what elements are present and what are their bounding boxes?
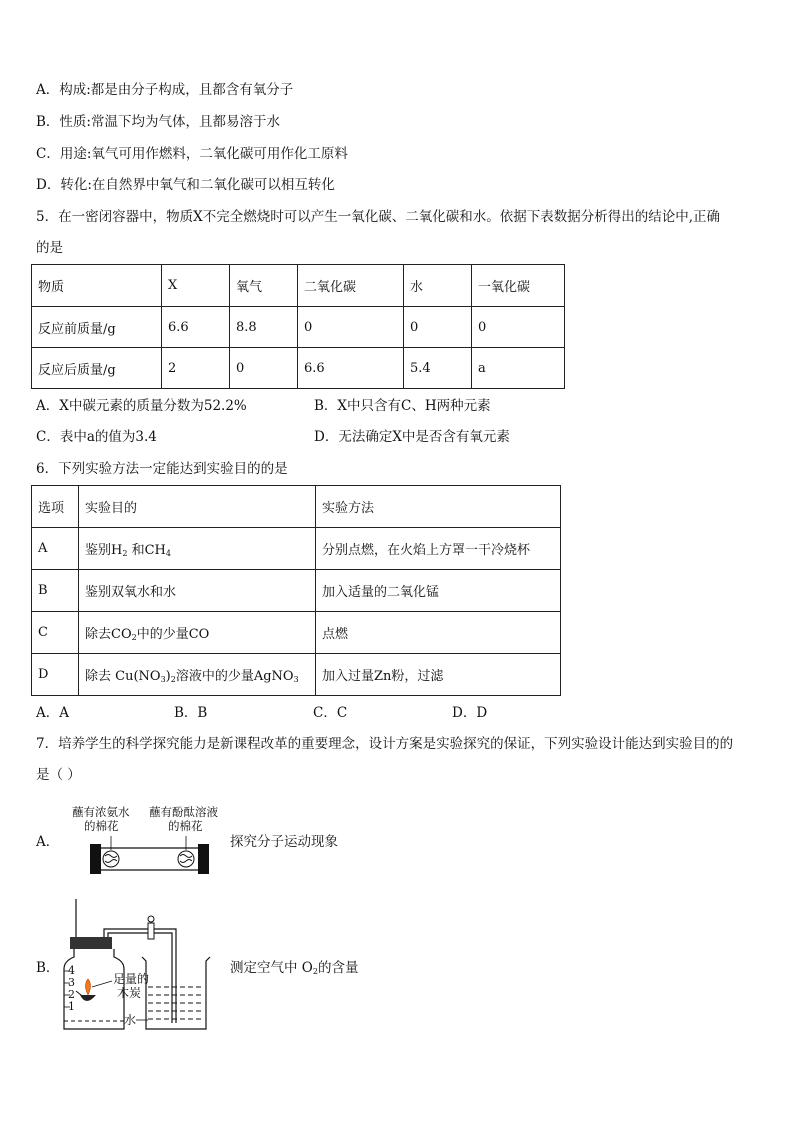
q6-cell: 加入过量Zn粉，过滤 (316, 654, 561, 696)
q5-option-b: B．X中只含有C、H两种元素 (314, 398, 491, 414)
q6-text: 中的少量CO (136, 627, 210, 642)
q5-cell: 8.8 (230, 307, 298, 348)
q6-cell: 分别点燃，在火焰上方罩一干冷烧杯 (316, 528, 561, 570)
q6-cell: C (32, 612, 79, 654)
q7-option-b-text (230, 958, 358, 982)
q5-cell: 0 (472, 307, 565, 348)
q7a-label-phenol-line1: 蘸有酚酞溶液 (149, 805, 218, 819)
q6-answer-b: B．B (174, 705, 208, 721)
q6-cell: 鉴别双氧水和水 (79, 570, 316, 612)
cotton-left-icon (103, 851, 119, 867)
q6-subscript: 2 (131, 633, 137, 642)
q5-table-row-before (32, 307, 565, 348)
q6-method-table (31, 485, 561, 696)
q6-answer-a: A．A (36, 705, 69, 721)
q6-answer-c: C．C (313, 705, 348, 721)
q7-option-a-letter: A． (36, 834, 60, 850)
clamp-knob-icon (148, 916, 154, 922)
q5-cell: 氧气 (230, 265, 298, 307)
q7a-label-phenol-line2: 的棉花 (168, 819, 203, 833)
q6-cell: D (32, 654, 79, 696)
q5-cell: 水 (404, 265, 472, 307)
q6-text: 溶液中的少量AgNO (175, 669, 294, 684)
q5-cell: a (472, 348, 565, 389)
q6-table-row-c (32, 612, 561, 654)
q5-cell: 一氧化碳 (472, 265, 565, 307)
q5-cell: 6.6 (162, 307, 230, 348)
q6-text: 和CH (127, 543, 166, 558)
q5-cell: 反应后质量/g (32, 348, 162, 389)
q6-cell: 实验目的 (79, 486, 316, 528)
q6-subscript: 2 (170, 675, 176, 684)
q7b-scale-4: 4 (68, 964, 75, 977)
q7b-text-pre: 测定空气中 O (230, 960, 313, 976)
q7a-label-ammonia-line1: 蘸有浓氨水 (72, 805, 130, 819)
q7b-label-charcoal-line1: 足量的 (113, 972, 150, 986)
cotton-right-icon (178, 851, 194, 867)
q7a-label-ammonia-line2: 的棉花 (84, 819, 119, 833)
q6-table-row-d (32, 654, 561, 696)
tube-clamp (148, 923, 154, 939)
q7-stem-line2: 是（ ） (36, 767, 81, 783)
q6-table-row-a (32, 528, 561, 570)
tube-right-stopper (198, 844, 209, 874)
q7a-diffusion-tube-diagram (78, 834, 218, 882)
q5-cell: 0 (230, 348, 298, 389)
q6-text: 鉴别H (85, 543, 123, 558)
q4-option-c: C．用途:氧气可用作燃料，二氧化碳可用作化工原料 (36, 146, 348, 162)
q5-cell: 0 (404, 307, 472, 348)
q5-table-header-row (32, 265, 565, 307)
q5-table-row-after (32, 348, 565, 389)
q5-cell: 物质 (32, 265, 162, 307)
q6-cell: 加入适量的二氧化锰 (316, 570, 561, 612)
q5-cell: 0 (298, 307, 404, 348)
q5-cell: 二氧化碳 (298, 265, 404, 307)
q6-text: ) (165, 669, 171, 684)
q5-cell: 6.6 (298, 348, 404, 389)
q6-cell (79, 528, 316, 570)
q5-cell: X (162, 265, 230, 307)
q6-subscript: 4 (165, 549, 171, 558)
q7b-label-charcoal-line2: 木炭 (117, 986, 142, 1000)
q4-option-d: D．转化:在自然界中氧气和二氧化碳可以相互转化 (36, 177, 335, 193)
q7b-label-water: 水 (124, 1013, 137, 1027)
q5-option-c: C．表中a的值为3.4 (36, 429, 157, 445)
q7-stem-line1: 7．培养学生的科学探究能力是新课程改革的重要理念，设计方案是实验探究的保证，下列实验设计能达到实验目的的 (36, 736, 734, 752)
q6-cell: 点燃 (316, 612, 561, 654)
q6-table-row-b (32, 570, 561, 612)
q6-text: 除去CO (85, 627, 132, 642)
q5-data-table (31, 264, 565, 389)
q6-cell: A (32, 528, 79, 570)
q4-option-a: A．构成:都是由分子构成，且都含有氧分子 (36, 82, 294, 98)
flask-stopper (70, 937, 112, 949)
q6-subscript: 3 (293, 675, 299, 684)
q5-stem-line2: 的是 (36, 240, 63, 256)
q6-subscript: 2 (122, 549, 128, 558)
q7b-scale-2: 2 (68, 988, 75, 1001)
q7b-scale-1: 1 (68, 1000, 75, 1013)
q6-subscript: 3 (160, 675, 166, 684)
q5-stem-line1: 5．在一密闭容器中，物质X不完全燃烧时可以产生一氧化碳、二氧化碳和水。依据下表数据分析得出的结论中,正确 (36, 209, 720, 225)
q6-cell (79, 612, 316, 654)
q7-option-a-text: 探究分子运动现象 (230, 834, 338, 850)
q7b-text-sub: 2 (312, 967, 318, 976)
q6-cell: 选项 (32, 486, 79, 528)
q5-option-d: D．无法确定X中是否含有氧元素 (314, 429, 510, 445)
tube-left-stopper (90, 844, 101, 874)
q6-answer-d: D．D (452, 705, 488, 721)
q6-stem: 6．下列实验方法一定能达到实验目的的是 (36, 461, 288, 477)
q5-cell: 5.4 (404, 348, 472, 389)
q7b-text-post: 的含量 (317, 960, 359, 976)
q7b-scale-3: 3 (68, 976, 75, 989)
q5-option-a: A．X中碳元素的质量分数为52.2% (36, 398, 247, 414)
q6-cell (79, 654, 316, 696)
q6-table-header-row (32, 486, 561, 528)
q4-option-b: B．性质:常温下均为气体，且都易溶于水 (36, 114, 280, 130)
q5-cell: 反应前质量/g (32, 307, 162, 348)
q7-option-b-letter: B． (36, 960, 60, 976)
q6-cell: 实验方法 (316, 486, 561, 528)
q6-cell: B (32, 570, 79, 612)
q5-cell: 2 (162, 348, 230, 389)
q6-text: 除去 Cu(NO (85, 669, 161, 684)
